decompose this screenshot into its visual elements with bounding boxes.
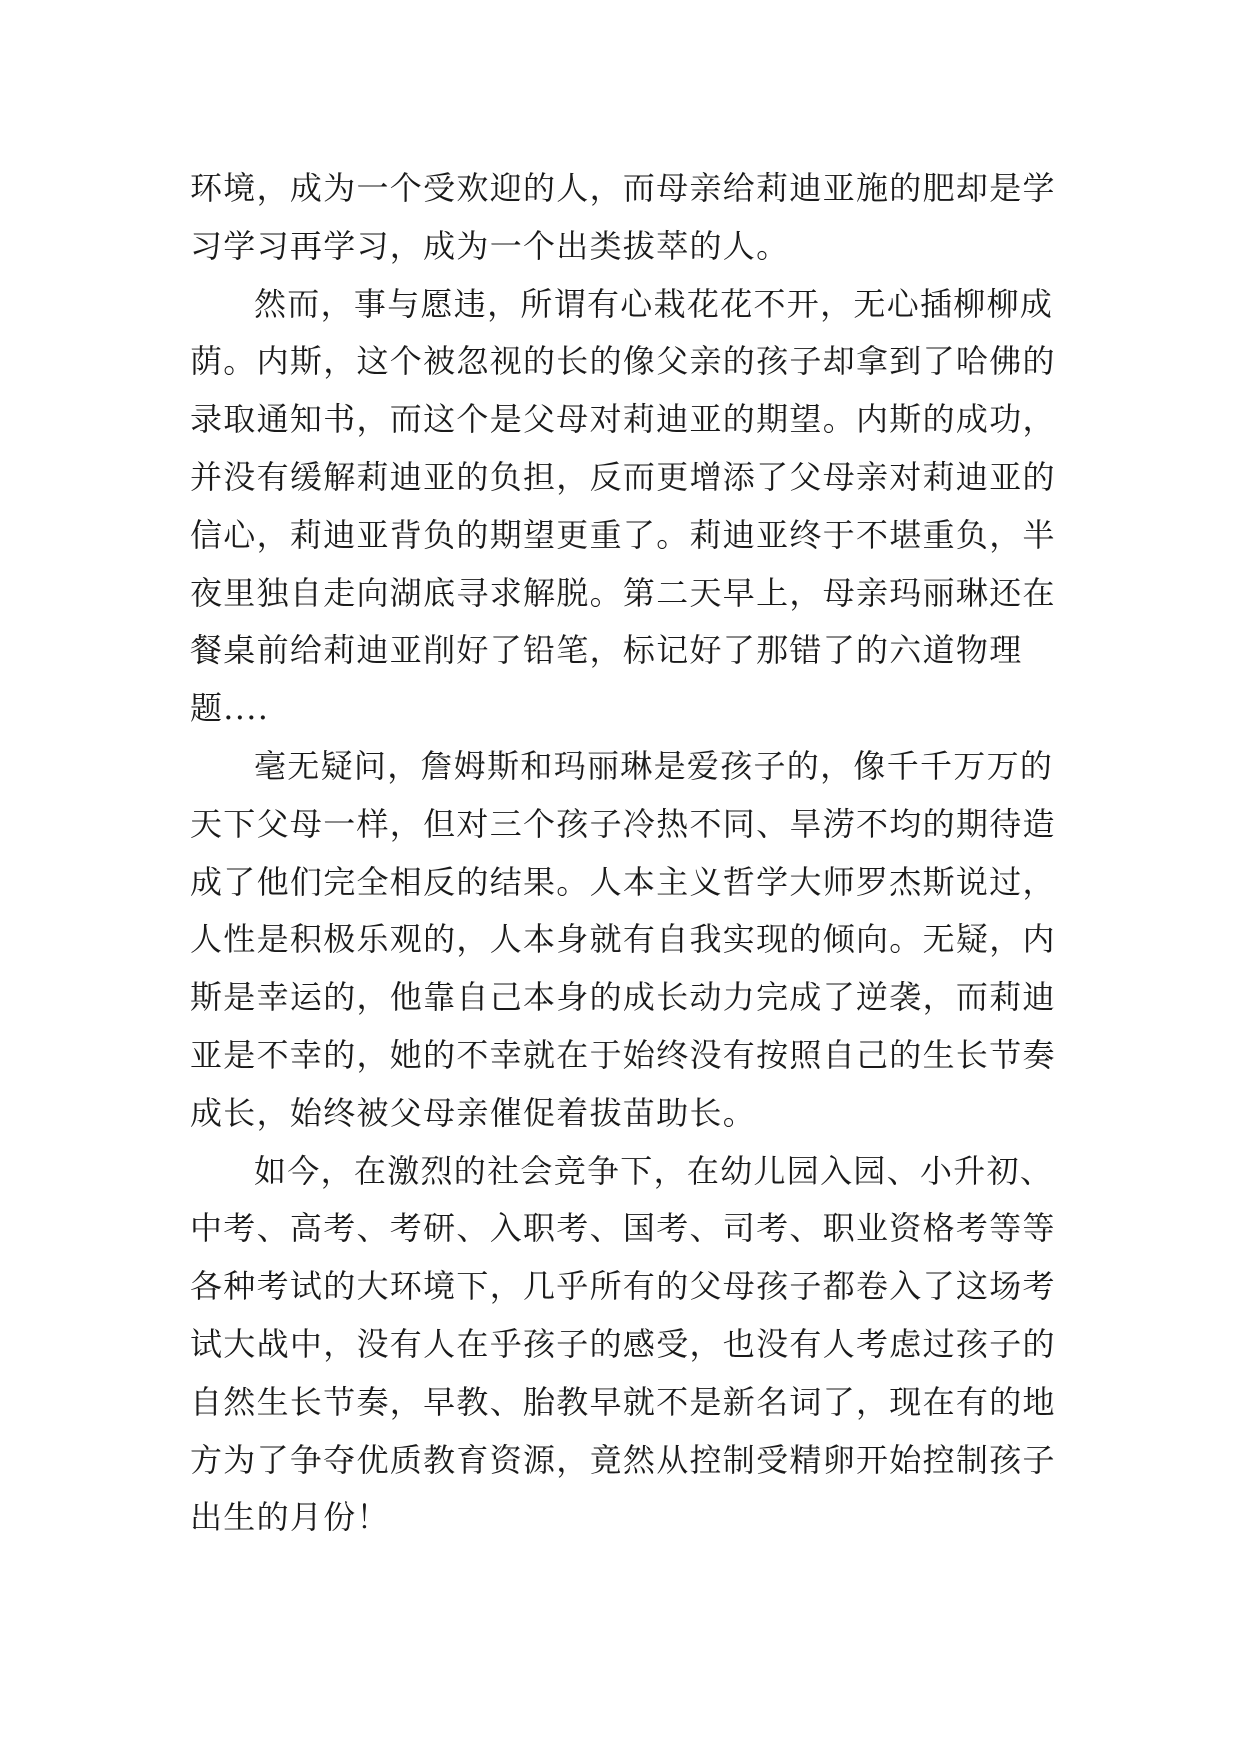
text-line: 信心，莉迪亚背负的期望更重了。莉迪亚终于不堪重负，半 — [190, 515, 1056, 554]
text-line: 题.... — [190, 689, 270, 728]
text-line: 荫。内斯，这个被忽视的长的像父亲的孩子却拿到了哈佛的 — [190, 342, 1056, 381]
text-line: 成长，始终被父母亲催促着拔苗助长。 — [190, 1093, 757, 1132]
text-line: 自然生长节奏，早教、胎教早就不是新名词了，现在有的地 — [190, 1382, 1056, 1421]
text-line: 环境，成为一个受欢迎的人，而母亲给莉迪亚施的肥却是学 — [190, 169, 1056, 207]
text-line: 斯是幸运的，他靠自己本身的成长动力完成了逆袭，而莉迪 — [190, 978, 1056, 1017]
text-line: 夜里独自走向湖底寻求解脱。第二天早上，母亲玛丽琳还在 — [190, 573, 1056, 612]
text-line: 录取通知书，而这个是父母对莉迪亚的期望。内斯的成功， — [190, 400, 1056, 439]
text-line: 人性是积极乐观的，人本身就有自我实现的倾向。无疑，内 — [190, 920, 1056, 959]
text-line: 亚是不幸的，她的不幸就在于始终没有按照自己的生长节奏 — [190, 1035, 1056, 1074]
text-line: 成了他们完全相反的结果。人本主义哲学大师罗杰斯说过， — [190, 862, 1056, 901]
text-line: 方为了争夺优质教育资源，竟然从控制受精卵开始控制孩子 — [190, 1440, 1056, 1479]
text-line: 出生的月份！ — [190, 1498, 390, 1537]
text-line: 中考、高考、考研、入职考、国考、司考、职业资格考等等 — [190, 1209, 1056, 1248]
text-line: 习学习再学习，成为一个出类拔萃的人。 — [190, 226, 790, 265]
text-line: 试大战中，没有人在乎孩子的感受，也没有人考虑过孩子的 — [190, 1324, 1056, 1363]
text-line: 餐桌前给莉迪亚削好了铅笔，标记好了那错了的六道物理 — [190, 631, 1023, 670]
text-line: 并没有缓解莉迪亚的负担，反而更增添了父母亲对莉迪亚的 — [190, 457, 1056, 496]
paragraph-start-line: 然而，事与愿违，所谓有心栽花花不开，无心插柳柳成 — [254, 284, 1054, 323]
paragraph-start-line: 如今，在激烈的社会竞争下，在幼儿园入园、小升初、 — [254, 1151, 1054, 1190]
body-text — [190, 160, 1056, 1547]
text-line: 各种考试的大环境下，几乎所有的父母孩子都卷入了这场考 — [190, 1267, 1056, 1306]
paragraph-start-line: 毫无疑问，詹姆斯和玛丽琳是爱孩子的，像千千万万的 — [254, 746, 1054, 785]
text-line: 天下父母一样，但对三个孩子冷热不同、旱涝不均的期待造 — [190, 804, 1056, 843]
